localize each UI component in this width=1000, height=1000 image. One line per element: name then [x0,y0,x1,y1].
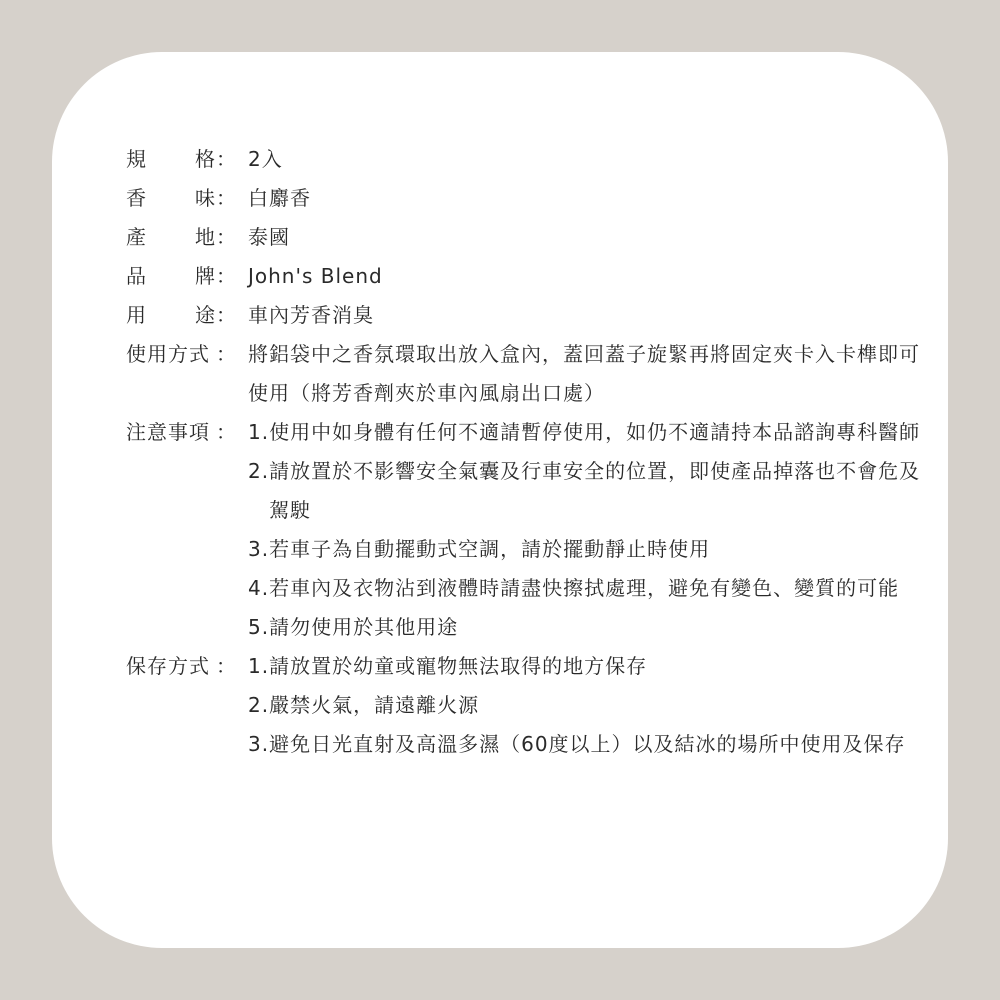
item-number: 2. [248,693,270,717]
spec-row-notes [126,413,926,647]
spec-row-purpose [126,296,926,335]
colon: ： [216,147,237,171]
colon: ： [216,186,237,210]
spec-label [126,647,216,686]
spec-label-char: 牌 [195,264,216,288]
list-item [248,530,926,569]
list-item [248,686,926,725]
spec-value: 車內芳香消臭 [248,303,374,327]
spec-label-char: 產 [126,225,147,249]
item-number: 1. [248,420,270,444]
storage-list [248,647,926,764]
colon: ： [216,420,237,444]
spec-label [126,335,216,374]
spec-label [126,257,216,296]
spec-label [126,218,216,257]
list-item [248,452,926,530]
colon: ： [216,303,237,327]
product-spec-list [126,140,926,764]
item-number: 4. [248,576,270,600]
spec-label [126,413,216,452]
item-number: 1. [248,654,270,678]
spec-label-char: 香 [126,186,147,210]
spec-value: 2入 [248,147,283,171]
item-text: 若車內及衣物沾到液體時請盡快擦拭處理，避免有變色、變質的可能 [269,576,900,600]
item-text: 請勿使用於其他用途 [269,615,459,639]
spec-row-size [126,140,926,179]
spec-value: 將鋁袋中之香氛環取出放入盒內，蓋回蓋子旋緊再將固定夾卡入卡榫即可使用（將芳香劑夾於車內風扇出口處） [248,342,920,405]
item-text: 使用中如身體有任何不適請暫停使用，如仍不適請持本品諮詢專科醫師 [269,420,921,444]
item-text: 請放置於幼童或寵物無法取得的地方保存 [269,654,648,678]
item-number: 2. [248,459,270,483]
list-item [248,647,926,686]
notes-list [248,413,926,647]
colon: ： [216,225,237,249]
item-text: 若車子為自動擺動式空調，請於擺動靜止時使用 [269,537,711,561]
spec-label [126,140,216,179]
spec-label-text: 保存方式 [126,654,210,678]
spec-row-usage [126,335,926,413]
spec-row-storage [126,647,926,764]
spec-label-text: 使用方式 [126,342,210,366]
colon: ： [216,654,237,678]
item-text: 避免日光直射及高溫多濕（60度以上）以及結冰的場所中使用及保存 [269,732,906,756]
spec-label-char: 品 [126,264,147,288]
spec-label [126,296,216,335]
item-number: 5. [248,615,270,639]
colon: ： [216,264,237,288]
item-number: 3. [248,537,270,561]
item-number: 3. [248,732,270,756]
item-text: 請放置於不影響安全氣囊及行車安全的位置，即使產品掉落也不會危及駕駛 [269,459,921,522]
list-item [248,608,926,647]
spec-label-text: 注意事項 [126,420,210,444]
spec-label [126,179,216,218]
spec-label-char: 用 [126,303,147,327]
spec-row-scent [126,179,926,218]
spec-label-char: 規 [126,147,147,171]
spec-value: 白麝香 [248,186,311,210]
spec-label-char: 味 [195,186,216,210]
spec-label-char: 地 [195,225,216,249]
spec-row-brand [126,257,926,296]
spec-label-char: 格 [195,147,216,171]
list-item [248,725,926,764]
spec-label-char: 途 [195,303,216,327]
list-item [248,569,926,608]
spec-row-origin [126,218,926,257]
spec-value: John's Blend [248,264,383,288]
colon: ： [216,342,237,366]
item-text: 嚴禁火氣，請遠離火源 [269,693,480,717]
list-item [248,413,926,452]
spec-value: 泰國 [248,225,290,249]
